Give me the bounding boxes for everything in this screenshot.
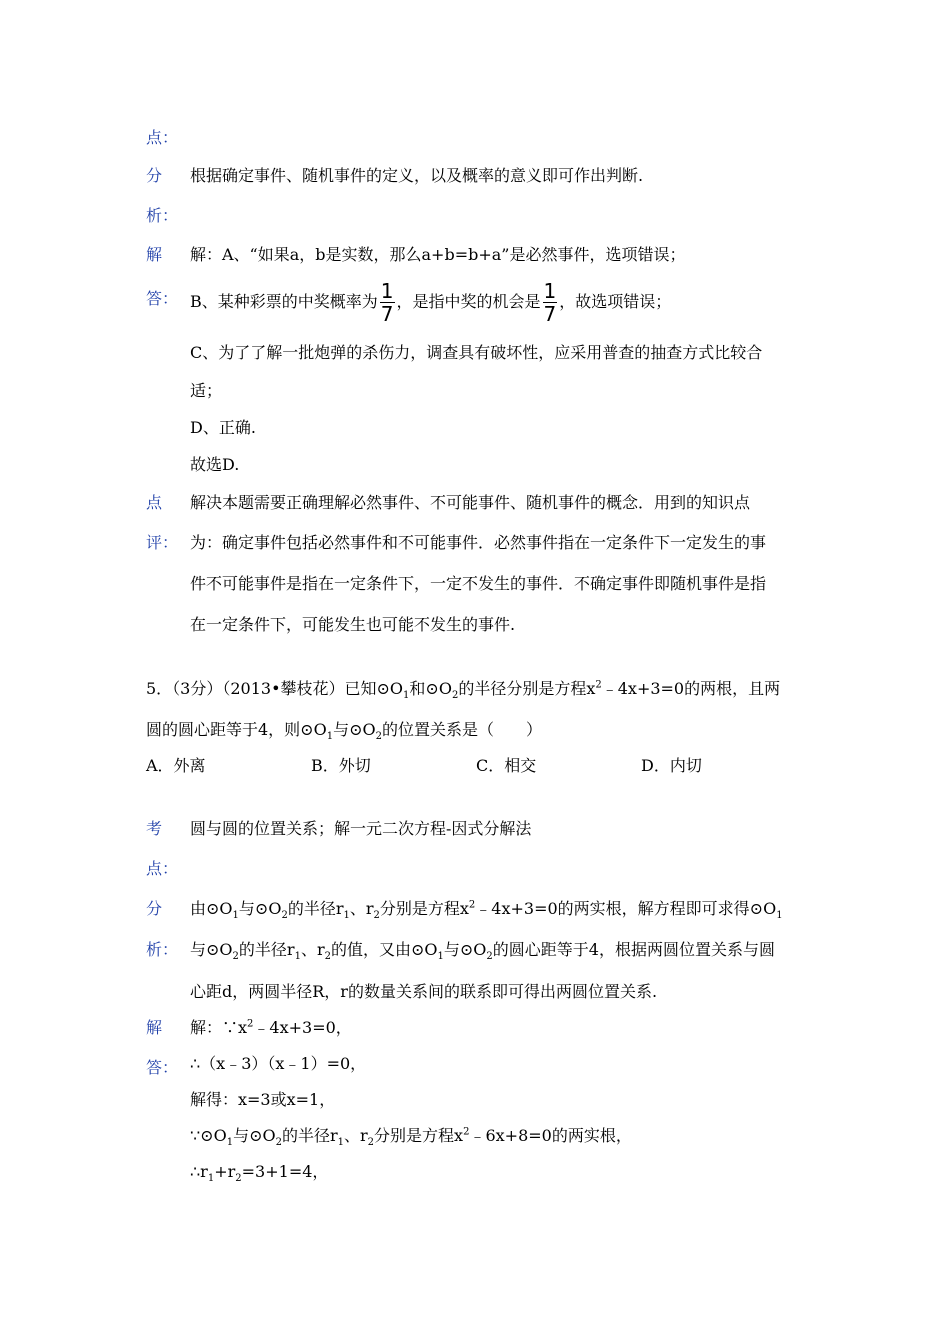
q5-an-2e: 与⊙O	[443, 940, 487, 959]
q5-sol-5c: =3+1=4，	[241, 1162, 329, 1181]
q5-sol-4c: 的半径r	[281, 1126, 338, 1145]
label-jieda-top: 解	[146, 1018, 163, 1037]
label-fenxi-top: 分	[146, 899, 163, 918]
subscript-2: 2	[451, 690, 459, 702]
fraction-denominator-2: 7	[543, 302, 557, 326]
label-jieda-top: 解	[146, 245, 163, 264]
q4-line-b-part1: B、某种彩票的中奖概率为	[190, 292, 378, 311]
subscript-1: 1	[226, 1137, 234, 1149]
subscript-2: 2	[275, 1137, 282, 1149]
superscript-2: 2	[595, 679, 602, 691]
q4-comment-line-3: 件不可能事件是指在一定条件下，一定不发生的事件．不确定事件即随机事件是指	[190, 574, 767, 593]
q4-comment-line-4: 在一定条件下，可能发生也可能不发生的事件.	[190, 615, 516, 634]
q5-stem-1c: 的半径分别是方程x	[458, 679, 596, 698]
label-fenxi-bottom: 析：	[146, 206, 179, 225]
q5-an-2a: 与⊙O	[190, 940, 233, 959]
subscript-2: 2	[367, 1137, 375, 1149]
subscript-2: 2	[375, 731, 382, 743]
q5-sol-4d: 、r	[344, 1126, 368, 1145]
fraction-one-seventh-2	[543, 280, 558, 325]
subscript-2: 2	[486, 951, 493, 963]
q5-stem-line-1	[146, 679, 781, 702]
q4-analysis-text: 根据确定事件、随机事件的定义，以及概率的意义即可作出判断.	[190, 166, 644, 185]
q4-solution-line-b	[190, 280, 671, 325]
q5-an-2c: 、r	[300, 940, 325, 959]
q5-solution-line-5	[190, 1162, 329, 1185]
q5-analysis-line-1	[190, 899, 783, 922]
q5-an-1d: 、r	[349, 899, 374, 918]
q5-an-2b: 的半径r	[238, 940, 295, 959]
q5-stem-1b: 和⊙O	[409, 679, 452, 698]
q4-line-b-part3: ，故选项错误；	[559, 292, 672, 311]
label-kaodian-tail: 点：	[146, 128, 179, 147]
fraction-one-seventh	[380, 280, 395, 325]
q5-solution-line-2: ∴（x﹣3）（x﹣1）=0，	[190, 1054, 367, 1073]
q5-an-1b: 与⊙O	[238, 899, 282, 918]
q5-stem-2a: 圆的圆心距等于4，则⊙O	[146, 720, 327, 739]
q4-solution-line-d: D、正确.	[190, 418, 256, 437]
label-jieda-bottom: 答：	[146, 289, 179, 308]
q5-sol-4a: ∵⊙O	[190, 1126, 227, 1145]
q5-knowledge-points: 圆与圆的位置关系；解一元二次方程-因式分解法	[190, 819, 532, 838]
subscript-1: 1	[776, 910, 783, 922]
q5-an-1f: ﹣4x+3=0的两实根，解方程即可求得⊙O	[475, 899, 777, 918]
subscript-1: 1	[403, 690, 410, 702]
q5-stem-2b: 与⊙O	[333, 720, 376, 739]
q5-solution-line-4	[190, 1126, 632, 1149]
q4-comment-line-2: 为：确定事件包括必然事件和不可能事件．必然事件指在一定条件下一定发生的事	[190, 533, 767, 552]
subscript-1: 1	[294, 951, 301, 963]
q5-an-1c: 的半径r	[287, 899, 344, 918]
q5-stem-line-2	[146, 720, 543, 743]
q4-solution-line-a: 解：A、“如果a，b是实数，那么a+b=b+a”是必然事件，选项错误；	[190, 245, 686, 264]
subscript-1: 1	[343, 910, 350, 922]
q5-an-2d: 的值，又由⊙O	[330, 940, 438, 959]
superscript-2: 2	[247, 1018, 254, 1030]
subscript-1: 1	[437, 951, 444, 963]
label-jieda-bottom: 答：	[146, 1058, 179, 1077]
q5-an-1a: 由⊙O	[190, 899, 233, 918]
q5-stem-1d: ﹣4x+3=0的两根，且两	[601, 679, 781, 698]
fraction-numerator: 1	[380, 279, 394, 303]
subscript-2: 2	[281, 910, 288, 922]
q5-sol-4b: 与⊙O	[233, 1126, 276, 1145]
q5-stem-2c: 的位置关系是（ ）	[382, 720, 543, 739]
subscript-1: 1	[326, 731, 334, 743]
subscript-2: 2	[235, 1173, 242, 1185]
q5-sol-1a: 解：∵x	[190, 1018, 248, 1037]
q5-analysis-line-3: 心距d，两圆半径R，r的数量关系间的联系即可得出两圆位置关系.	[190, 982, 658, 1001]
q5-sol-4e: 分别是方程x	[374, 1126, 464, 1145]
subscript-1: 1	[232, 910, 239, 922]
subscript-1: 1	[207, 1173, 215, 1185]
subscript-2: 2	[373, 910, 380, 922]
subscript-1: 1	[337, 1137, 345, 1149]
q5-an-2f: 的圆心距等于4，根据两圆位置关系与圆	[492, 940, 775, 959]
label-fenxi-bottom: 析：	[146, 940, 179, 959]
q4-comment-line-1: 解决本题需要正确理解必然事件、不可能事件、随机事件的概念．用到的知识点	[190, 493, 751, 512]
label-dianping-top: 点	[146, 493, 163, 512]
label-kaodian-bottom: 点：	[146, 859, 179, 878]
q5-stem-1a: 5．（3分）（2013•攀枝花）已知⊙O	[146, 679, 404, 698]
q5-sol-1b: ﹣4x+3=0，	[253, 1018, 352, 1037]
q5-analysis-line-2	[190, 940, 775, 963]
label-dianping-bottom: 评：	[146, 533, 179, 552]
option-a[interactable]: A．外离	[146, 756, 206, 775]
q5-sol-4f: ﹣6x+8=0的两实根，	[469, 1126, 632, 1145]
q4-solution-answer: 故选D.	[190, 455, 240, 474]
q5-an-1e: 分别是方程x	[379, 899, 469, 918]
label-kaodian-top: 考	[146, 819, 163, 838]
subscript-2: 2	[232, 951, 239, 963]
subscript-2: 2	[324, 951, 331, 963]
q4-line-b-part2: ，是指中奖的机会是	[396, 292, 541, 311]
option-d[interactable]: D．内切	[641, 756, 702, 775]
q4-solution-line-c: C、为了了解一批炮弹的杀伤力，调查具有破坏性，应采用普查的抽查方式比较合	[190, 343, 763, 362]
q5-sol-5a: ∴r	[190, 1162, 208, 1181]
fraction-numerator-2: 1	[543, 279, 557, 303]
superscript-2: 2	[463, 1126, 470, 1138]
q5-sol-5b: +r	[214, 1162, 236, 1181]
label-fenxi-top: 分	[146, 166, 163, 185]
q4-solution-line-c2: 适；	[190, 381, 223, 400]
option-c[interactable]: C．相交	[476, 756, 537, 775]
option-b[interactable]: B．外切	[311, 756, 371, 775]
fraction-denominator: 7	[380, 302, 394, 326]
q5-solution-line-1	[190, 1018, 352, 1038]
superscript-2: 2	[468, 899, 476, 911]
q5-solution-line-3: 解得：x=3或x=1，	[190, 1090, 336, 1109]
